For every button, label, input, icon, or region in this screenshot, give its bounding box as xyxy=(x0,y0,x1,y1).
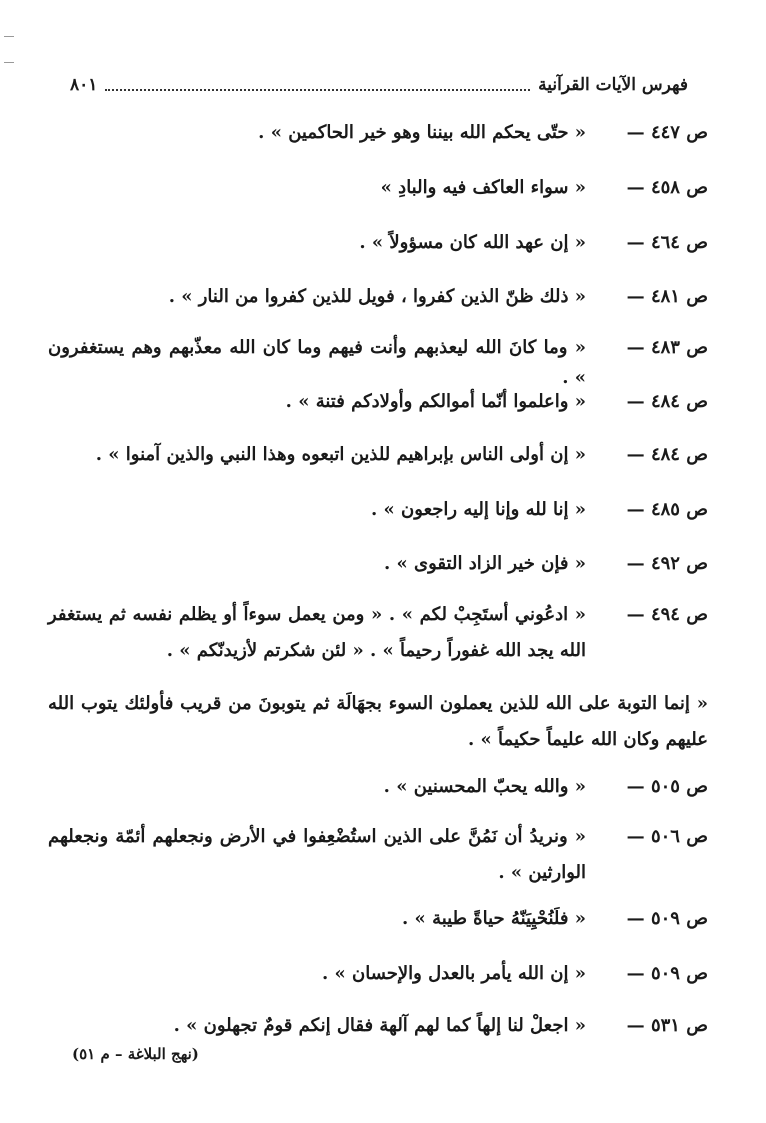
verse-text: « إنا لله وإنا إليه راجعون » . xyxy=(371,499,586,520)
verse-text: « فلَنُحْيِيَنّهُ حياةً طيبة » . xyxy=(402,908,586,929)
page-reference: ص ٤٥٨ — xyxy=(626,177,708,198)
index-entry xyxy=(48,772,708,802)
page-reference: ص ٥٠٥ — xyxy=(626,776,708,797)
page-reference: ص ٤٤٧ — xyxy=(626,122,708,143)
verse-text: « والله يحبّ المحسنين » . xyxy=(383,776,586,797)
index-entry xyxy=(48,387,708,417)
verse-text: « اجعلْ لنا إلهاً كما لهم آلهة فقال إنكم قومٌ تجهلون » . xyxy=(173,1015,586,1036)
page-reference: ص ٤٨٤ — xyxy=(626,391,708,412)
page-reference: ص ٥٠٩ — xyxy=(626,908,708,929)
verse-text: « إن أولى الناس بإبراهيم للذين اتبعوه وهذا النبي والذين آمنوا » . xyxy=(95,444,586,465)
verse-text: « ونريدُ أن نَمُنَّ على الذين استُضْعِفوا في الأرض ونجعلهم أئمّة ونجعلهم الوارثين » . xyxy=(48,826,586,883)
index-entry xyxy=(48,228,708,258)
index-entry xyxy=(48,904,708,934)
page-reference: ص ٤٩٤ — xyxy=(626,604,708,625)
verse-text: « ادعُوني أستَجِبْ لكم » . « ومن يعمل سوءاً أو يظلم نفسه ثم يستغفر الله يجد الله غفوراً رحيماً » . « لئن شكرتم لأزيدنّكم » . xyxy=(48,604,586,661)
page-number: ٨٠١ xyxy=(70,75,98,95)
verse-text: « إن الله يأمر بالعدل والإحسان » . xyxy=(321,963,586,984)
index-entry xyxy=(48,440,708,470)
edge-mark xyxy=(4,36,14,37)
index-entry xyxy=(48,173,708,203)
page-header xyxy=(70,72,688,98)
page-reference: ص ٤٩٢ — xyxy=(626,553,708,574)
index-entry xyxy=(48,118,708,148)
page-reference: ص ٤٨١ — xyxy=(626,286,708,307)
page-reference: ص ٤٨٥ — xyxy=(626,499,708,520)
index-entry xyxy=(48,822,708,891)
index-entry xyxy=(48,1011,708,1041)
verse-text: « واعلموا أنّما أموالكم وأولادكم فتنة » . xyxy=(285,391,586,412)
verse-text: « إن عهد الله كان مسؤولاً » . xyxy=(359,232,586,253)
verse-text: « حتّى يحكم الله بيننا وهو خير الحاكمين » . xyxy=(258,122,586,143)
index-entry xyxy=(48,600,708,669)
index-entry xyxy=(48,282,708,312)
verse-text: « وما كانَ الله ليعذبهم وأنت فيهم وما كان الله معذّبهم وهم يستغفرون » . xyxy=(48,337,586,388)
page-reference: ص ٥٠٩ — xyxy=(626,963,708,984)
page-reference: ص ٤٦٤ — xyxy=(626,232,708,253)
edge-mark xyxy=(4,62,14,63)
index-entry xyxy=(48,959,708,989)
verse-text: « ذلك ظنّ الذين كفروا ، فويل للذين كفروا من النار » . xyxy=(168,286,586,307)
verse-text: « فإن خير الزاد التقوى » . xyxy=(383,553,586,574)
index-entry xyxy=(48,495,708,525)
page-reference: ص ٤٨٣ — xyxy=(626,337,708,358)
page-reference: ص ٥٠٦ — xyxy=(626,826,708,847)
index-entry xyxy=(48,333,708,393)
page-reference: ص ٤٨٤ — xyxy=(626,444,708,465)
leader-dots xyxy=(105,89,530,91)
verse-text: « سواء العاكف فيه والبادِ » xyxy=(380,177,586,198)
footer-signature: (نهج البلاغة – م ٥١) xyxy=(72,1045,199,1063)
verse-continuation: « إنما التوبة على الله للذين يعملون السوء بجهَالَة ثم يتوبونَ من قريب فأولئك يتوب الله عليهم وكان الله عليماً حكيماً » . xyxy=(48,693,708,750)
running-title: فهرس الآيات القرآنية xyxy=(538,75,688,95)
index-entry xyxy=(48,549,708,579)
page-reference: ص ٥٣١ — xyxy=(626,1015,708,1036)
